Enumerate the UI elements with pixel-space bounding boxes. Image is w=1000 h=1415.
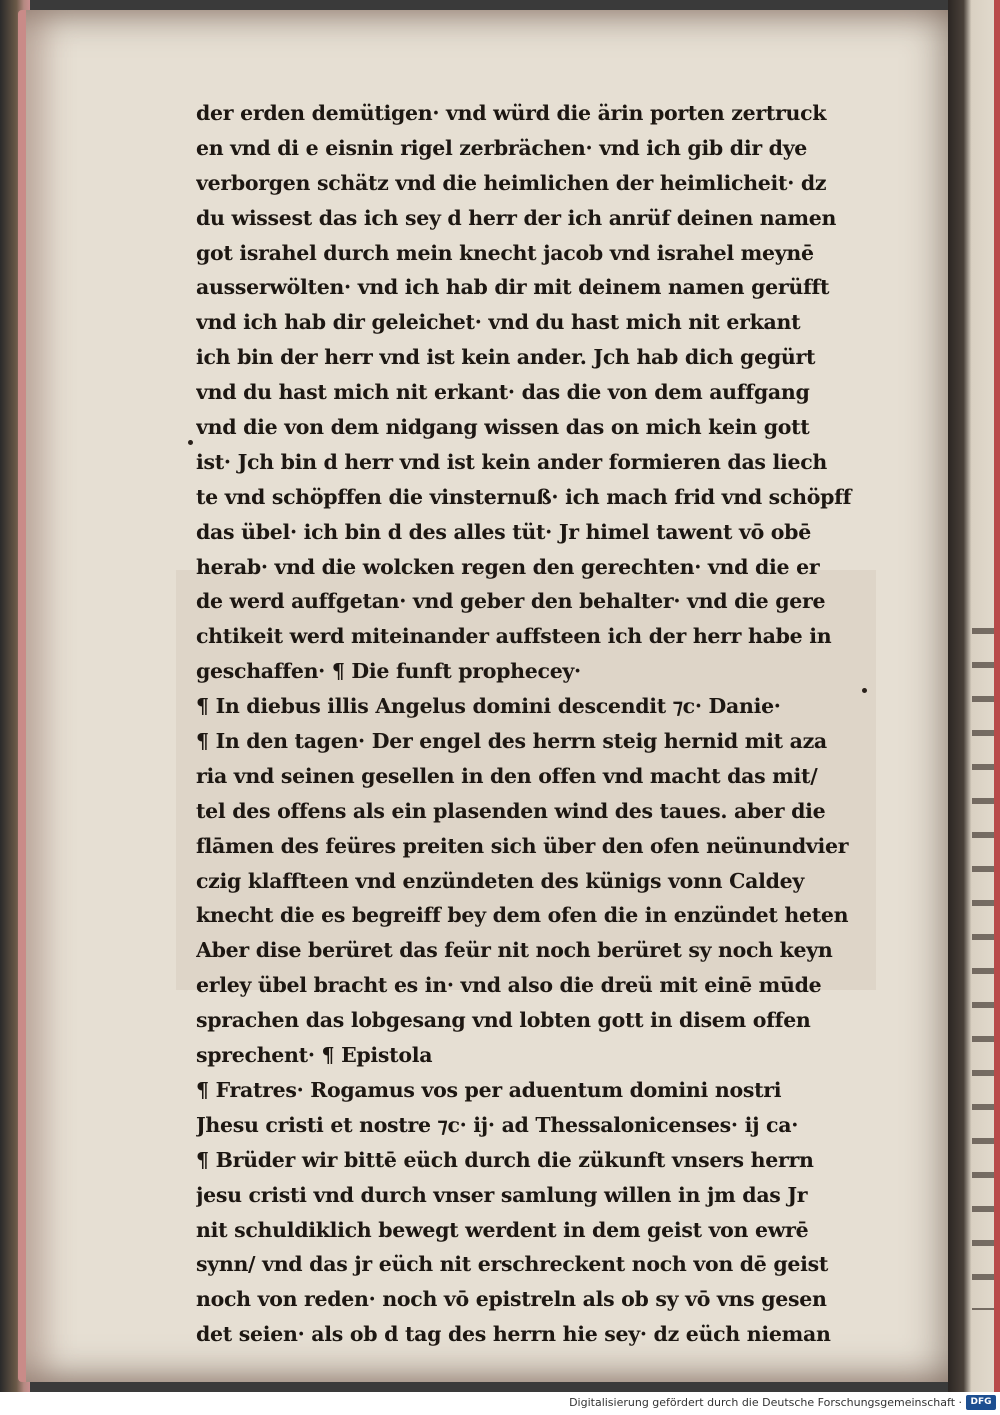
- text-line: du wissest das ich sey d herr der ich anrüf deinen namen: [196, 205, 837, 230]
- text-line: vnd die von dem nidgang wissen das on mich kein gott: [196, 415, 810, 440]
- text-line: czig klaffteen vnd enzündeten des künigs vonn Caldey: [196, 868, 804, 893]
- text-line: erley übel bracht es in· vnd also die dreü mit einē mūde: [196, 973, 822, 998]
- text-line: ist· Jch bin d herr vnd ist kein ander formieren das liech: [196, 449, 828, 474]
- text-line: ¶ In diebus illis Angelus domini descendit ⁊c· Danie·: [196, 694, 781, 719]
- dfg-logo: DFG: [966, 1395, 996, 1410]
- text-line: ria vnd seinen gesellen in den offen vnd macht das mit/: [196, 763, 818, 788]
- text-line: verborgen schätz vnd die heimlichen der heimlicheit· dz: [196, 170, 827, 195]
- margin-mark: [188, 440, 193, 445]
- text-line: te vnd schöpffen die vinsternuß· ich mach frid vnd schöpff: [196, 484, 852, 509]
- text-line: sprachen das lobgesang vnd lobten gott in disem offen: [196, 1008, 811, 1033]
- text-line: jesu cristi vnd durch vnser samlung willen in jm das Jr: [196, 1182, 808, 1207]
- text-line: ich bin der herr vnd ist kein ander. Jch hab dich gegürt: [196, 345, 816, 370]
- blackletter-text-block: [196, 96, 856, 1352]
- text-line: sprechent· ¶ Epistola: [196, 1043, 433, 1068]
- text-line: ¶ Fratres· Rogamus vos per aduentum domini nostri: [196, 1077, 782, 1102]
- funding-credit: Digitalisierung gefördert durch die Deutsche Forschungsgemeinschaft ·: [569, 1396, 962, 1409]
- text-line: de werd auffgetan· vnd geber den behalter· vnd die gere: [196, 589, 826, 614]
- text-line: det seien· als ob d tag des herrn hie sey· dz eüch nieman: [196, 1322, 831, 1347]
- text-line: ¶ Brüder wir bittē eüch durch die zükunft vnsers herrn: [196, 1147, 814, 1172]
- text-line: vnd ich hab dir geleichet· vnd du hast mich nit erkant: [196, 310, 801, 335]
- text-line: noch von reden· noch vō epistreln als ob sy vō vns gesen: [196, 1287, 827, 1312]
- text-line: got israhel durch mein knecht jacob vnd israhel meynē: [196, 240, 814, 265]
- text-line: vnd du hast mich nit erkant· das die von dem auffgang: [196, 380, 810, 405]
- text-line: der erden demütigen· vnd würd die ärin porten zertruck: [196, 101, 827, 125]
- text-line: Jhesu cristi et nostre ⁊c· ij· ad Thessalonicenses· ij ca·: [196, 1112, 799, 1137]
- text-line: synn/ vnd das jr eüch nit erschreckent noch von dē geist: [196, 1252, 829, 1277]
- text-line: herab· vnd die wolcken regen den gerechten· vnd die er: [196, 554, 820, 579]
- text-line: chtikeit werd miteinander auffsteen ich der herr habe in: [196, 624, 832, 649]
- text-line: en vnd di e eisnin rigel zerbrächen· vnd ich gib dir dye: [196, 135, 808, 160]
- text-line: das übel· ich bin d des alles tüt· Jr himel tawent vō obē: [196, 519, 811, 544]
- red-page-edge: [994, 0, 1000, 1392]
- text-line: knecht die es begreiff bey dem ofen die in enzündet heten: [196, 903, 849, 928]
- text-line: ausserwölten· vnd ich hab dir mit deinem namen gerüfft: [196, 275, 830, 300]
- text-line: tel des offens als ein plasenden wind des taues. aber die: [196, 798, 826, 823]
- facing-page-text-fragment: [972, 610, 996, 1310]
- digitization-footer: [0, 1392, 1000, 1415]
- text-line: flāmen des feüres preiten sich über den ofen neünundvier: [196, 833, 849, 858]
- text-line: Aber dise berüret das feür nit noch berüret sy noch keyn: [196, 938, 833, 963]
- text-line: geschaffen· ¶ Die funft prophecey·: [196, 659, 581, 684]
- text-line: ¶ In den tagen· Der engel des herrn steig hernid mit aza: [196, 729, 827, 754]
- text-line: nit schuldiklich bewegt werdent in dem geist von ewrē: [196, 1217, 809, 1242]
- margin-mark: [862, 688, 867, 693]
